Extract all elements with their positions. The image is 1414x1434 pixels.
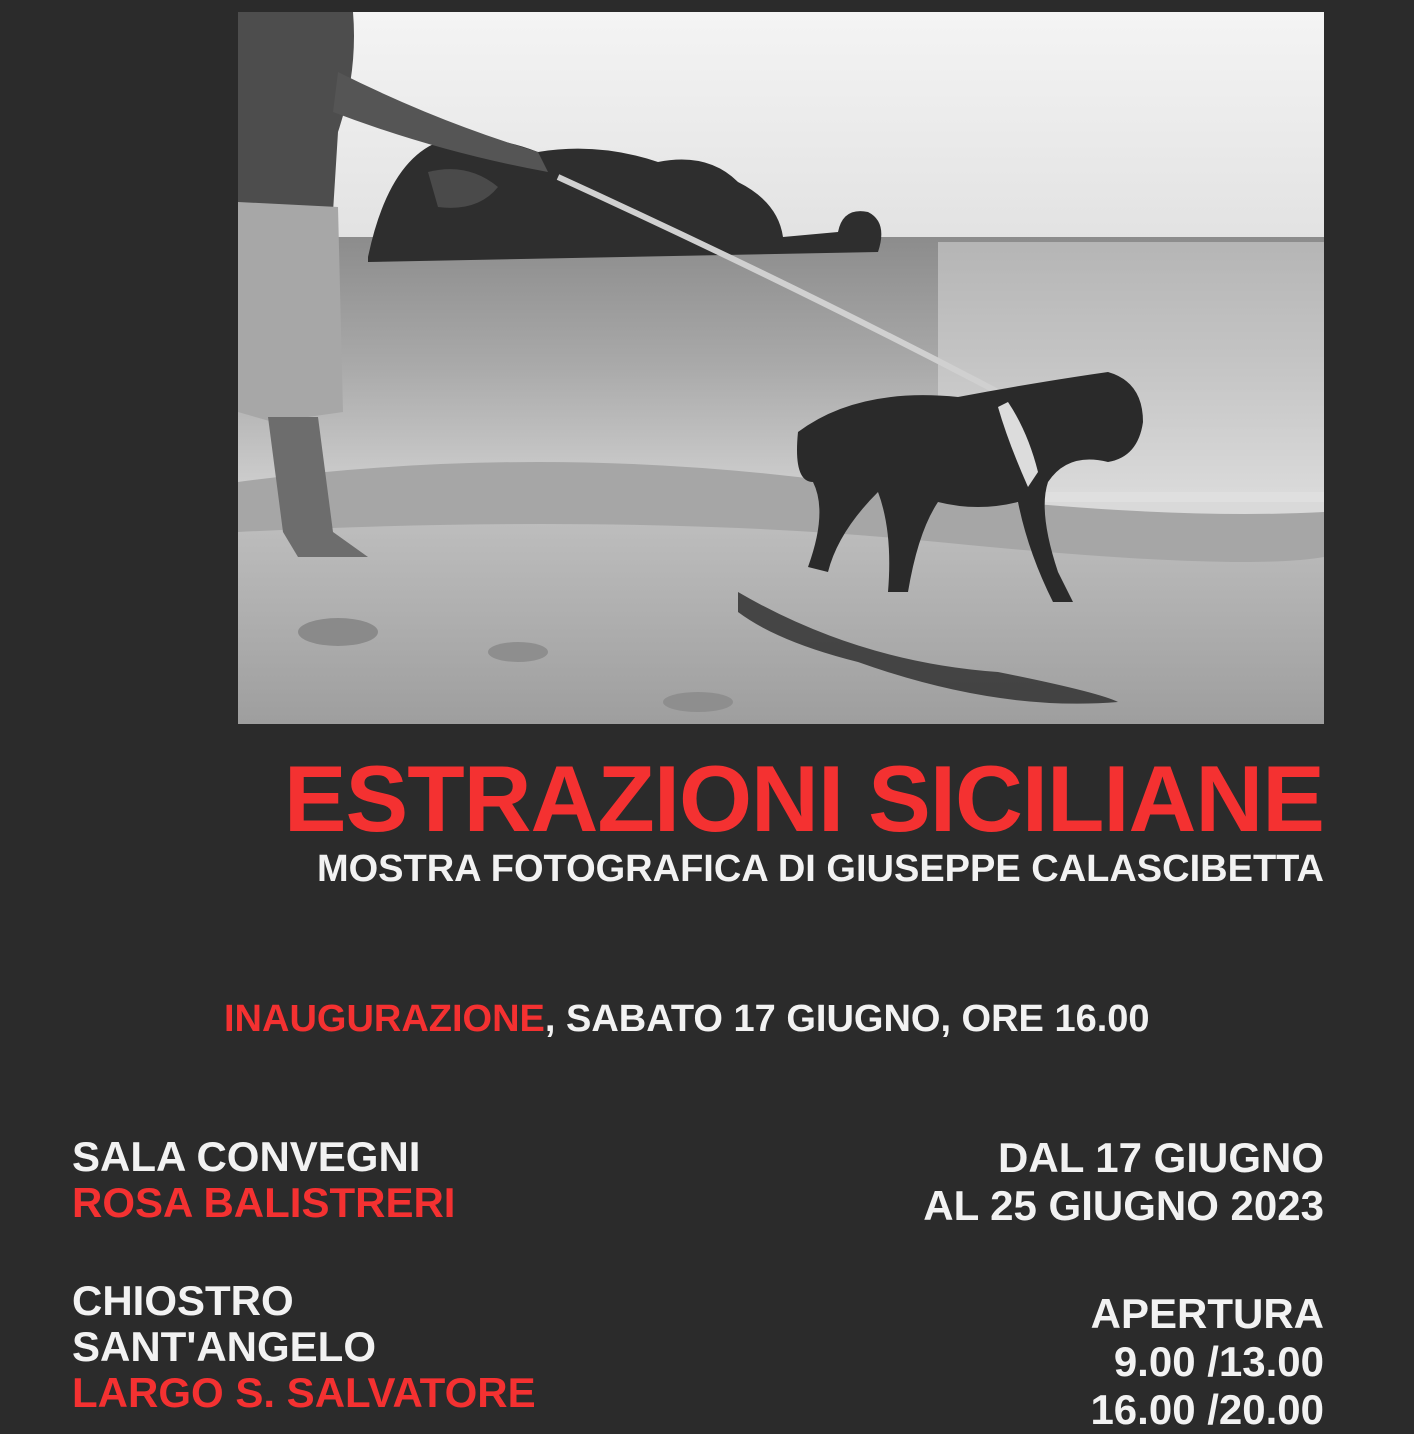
venue-chiostro: [72, 1278, 536, 1416]
exhibition-photo: [238, 12, 1324, 724]
opening-label: APERTURA: [1090, 1290, 1324, 1337]
exhibition-dates: [923, 1134, 1324, 1230]
venue-name: SALA CONVEGNI: [72, 1133, 421, 1180]
venue-subname: ROSA BALISTRERI: [72, 1179, 456, 1226]
exhibition-title: ESTRAZIONI SICILIANE: [283, 746, 1324, 851]
venue-name: CHIOSTRO: [72, 1277, 294, 1324]
opening-slot-morning: 9.00 /13.00: [1113, 1338, 1324, 1385]
venue-address: LARGO S. SALVATORE: [72, 1369, 536, 1416]
inauguration-details: , SABATO 17 GIUGNO, ORE 16.00: [544, 998, 1150, 1040]
exhibition-subtitle: MOSTRA FOTOGRAFICA DI GIUSEPPE CALASCIBETTA: [316, 848, 1324, 890]
inauguration-label: INAUGURAZIONE: [224, 998, 545, 1040]
venue-name-2: SANT'ANGELO: [72, 1323, 376, 1370]
inauguration-line: [224, 1000, 1150, 1038]
opening-slot-afternoon: 16.00 /20.00: [1090, 1386, 1324, 1433]
beach-dog-photo: [238, 12, 1324, 724]
dates-end: AL 25 GIUGNO 2023: [923, 1182, 1324, 1229]
venue-sala-convegni: [72, 1134, 455, 1226]
dates-start: DAL 17 GIUGNO: [998, 1134, 1324, 1181]
opening-hours: [1090, 1290, 1324, 1434]
